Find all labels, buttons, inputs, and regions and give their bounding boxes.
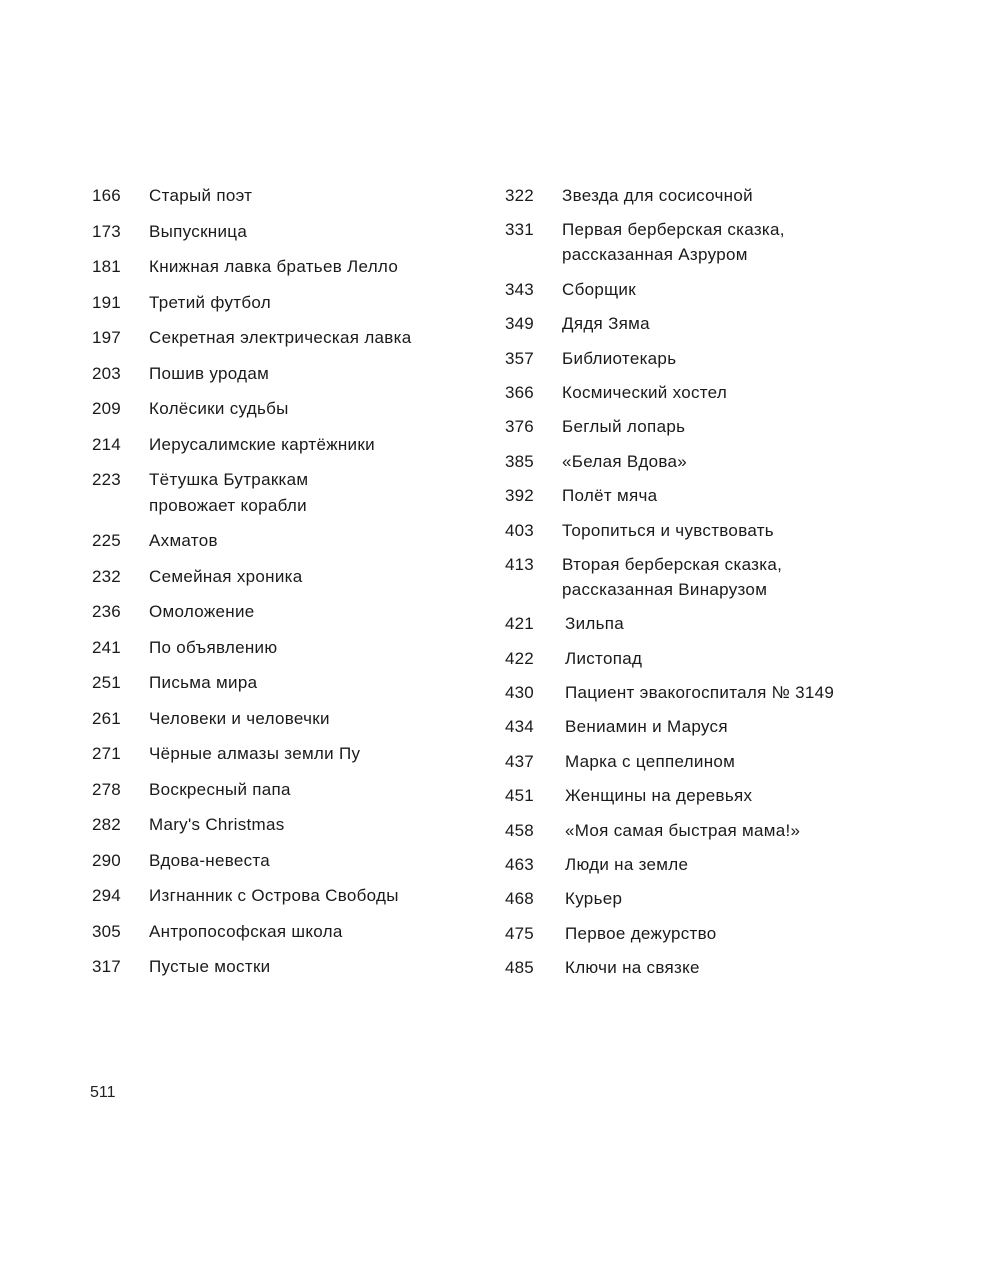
toc-page-number: 437 [505,751,534,771]
toc-entry [92,183,472,209]
toc-entry [505,611,925,636]
toc-title: Торопиться и чувствовать [562,520,774,540]
toc-page-number: 430 [505,683,534,703]
toc-entry [505,183,925,208]
toc-page-number: 451 [505,786,534,806]
toc-entry [92,290,472,316]
toc-entry [92,599,472,625]
toc-page-number: 294 [92,886,121,905]
toc-page-number: 475 [505,923,534,943]
page-number: 511 [90,1084,116,1101]
toc-page-number: 290 [92,850,121,870]
toc-entry [92,564,472,590]
toc-page-number: 403 [505,520,534,540]
toc-title: Изгнанник с Острова Свободы [149,886,399,905]
toc-entry [505,955,925,980]
toc-title: Сборщик [562,279,636,299]
toc-entry [505,921,925,946]
toc-entry [505,783,925,808]
toc-page-number: 236 [92,602,121,621]
toc-title: Антропософская школа [149,921,343,941]
toc-title: Пошив уродам [149,363,270,383]
toc-right-column [505,183,925,990]
toc-title: Курьер [565,889,623,909]
toc-page-number: 241 [92,637,121,657]
toc-title: Человеки и человечки [149,708,330,728]
toc-title: Книжная лавка братьев Лелло [149,257,399,276]
toc-entry [505,414,925,439]
toc-title: Ахматов [149,531,218,550]
toc-entry [505,380,925,405]
toc-title: Листопад [565,648,643,668]
toc-entry [505,518,925,543]
toc-page-number: 209 [92,399,121,418]
toc-title: Марка с цеппелином [565,751,736,771]
toc-entry [92,361,472,387]
toc-entry [92,254,472,280]
toc-title: Омоложение [149,602,255,621]
toc-entry [92,954,472,980]
toc-page-number: 223 [92,470,121,489]
toc-title: Первая берберская сказка, рассказанная Азруром [562,220,785,265]
toc-title: Люди на земле [565,855,689,875]
toc-page-number: 278 [92,779,121,799]
toc-entry [505,818,925,843]
toc-entry [92,219,472,245]
toc-entry [92,467,472,518]
toc-page-number: 173 [92,221,121,241]
toc-page-number: 357 [505,348,534,368]
toc-page-number: 282 [92,815,121,834]
toc-title: Женщины на деревьях [565,786,753,806]
toc-entry [505,449,925,474]
toc-entry [92,432,472,458]
toc-title: Космический хостел [562,382,728,402]
toc-entry [505,646,925,671]
toc-page-number: 422 [505,648,534,668]
toc-title: Чёрные алмазы земли Пу [149,744,361,763]
toc-page-number: 322 [505,186,534,205]
toc-title: Первое дежурство [565,923,717,943]
toc-title: Иерусалимские картёжники [149,434,375,454]
toc-entry [92,528,472,554]
toc-page-number: 413 [505,554,534,574]
toc-title: Письма мира [149,673,258,692]
toc-page-number: 366 [505,382,534,402]
toc-page-number: 225 [92,531,121,550]
toc-page-number: 191 [92,292,121,312]
toc-title: Зильпа [565,614,625,634]
toc-title: Вдова-невеста [149,850,271,870]
toc-entry [505,749,925,774]
toc-entry [92,325,472,351]
toc-page-number: 434 [505,717,534,737]
toc-entry [505,852,925,877]
toc-entry [505,714,925,739]
toc-entry [505,552,925,602]
toc-entry [92,670,472,696]
toc-entry [92,883,472,909]
toc-title: Mary's Christmas [149,815,285,834]
toc-title: «Белая Вдова» [562,451,687,471]
toc-title: Пациент эвакогоспиталя № 3149 [565,683,835,703]
toc-page-number: 251 [92,673,121,692]
toc-entry [505,483,925,508]
toc-title: Беглый лопарь [562,417,686,437]
toc-title: Семейная хроника [149,566,303,586]
toc-left-column [92,183,472,990]
toc-title: Третий футбол [149,292,271,312]
toc-entry [92,777,472,803]
toc-title: Звезда для сосисочной [562,186,753,205]
toc-title: Дядя Зяма [562,314,650,334]
toc-page-number: 166 [92,186,121,205]
toc-title: Вторая берберская сказка, рассказанная Винарузом [562,554,783,599]
toc-page-number: 214 [92,434,121,454]
toc-page-number: 232 [92,566,121,586]
toc-title: Секретная электрическая лавка [149,328,412,347]
toc-page-number: 271 [92,744,121,763]
toc-page-number: 317 [92,957,121,976]
toc-title: Полёт мяча [562,486,658,506]
toc-entry [505,217,925,267]
toc-page-number: 392 [505,486,534,506]
toc-entry [92,919,472,945]
toc-entry [92,706,472,732]
toc-entry [505,311,925,336]
toc-page-number: 203 [92,363,121,383]
toc-page-number: 458 [505,820,534,840]
toc-entry [92,741,472,767]
toc-title: Воскресный папа [149,779,291,799]
toc-page-number: 385 [505,451,534,471]
toc-title: Ключи на связке [565,958,700,978]
toc-title: Колёсики судьбы [149,399,289,418]
toc-title: Библиотекарь [562,348,677,368]
toc-entry [505,277,925,302]
toc-page-number: 343 [505,279,534,299]
toc-page-number: 376 [505,417,534,437]
toc-title: Вениамин и Маруся [565,717,728,737]
toc-entry [505,680,925,705]
toc-page-number: 331 [505,220,534,240]
toc-page-number: 349 [505,314,534,334]
toc-page-number: 468 [505,889,534,909]
toc-title: «Моя самая быстрая мама!» [565,820,801,840]
toc-title: Выпускница [149,221,248,241]
toc-title: Пустые мостки [149,957,271,976]
toc-page-number: 463 [505,855,534,875]
toc-page-number: 421 [505,614,534,634]
toc-page-number: 181 [92,257,121,276]
toc-title: Тётушка Бутраккам провожает корабли [149,470,309,515]
toc-entry [92,848,472,874]
toc-page-number: 485 [505,958,534,978]
toc-entry [92,396,472,422]
toc-page-number: 261 [92,708,121,728]
toc-title: По объявлению [149,637,278,657]
toc-title: Старый поэт [149,186,253,205]
toc-page-number: 305 [92,921,121,941]
toc-entry [505,886,925,911]
toc-page-number: 197 [92,328,121,347]
toc-entry [505,346,925,371]
toc-entry [92,812,472,838]
toc-entry [92,635,472,661]
